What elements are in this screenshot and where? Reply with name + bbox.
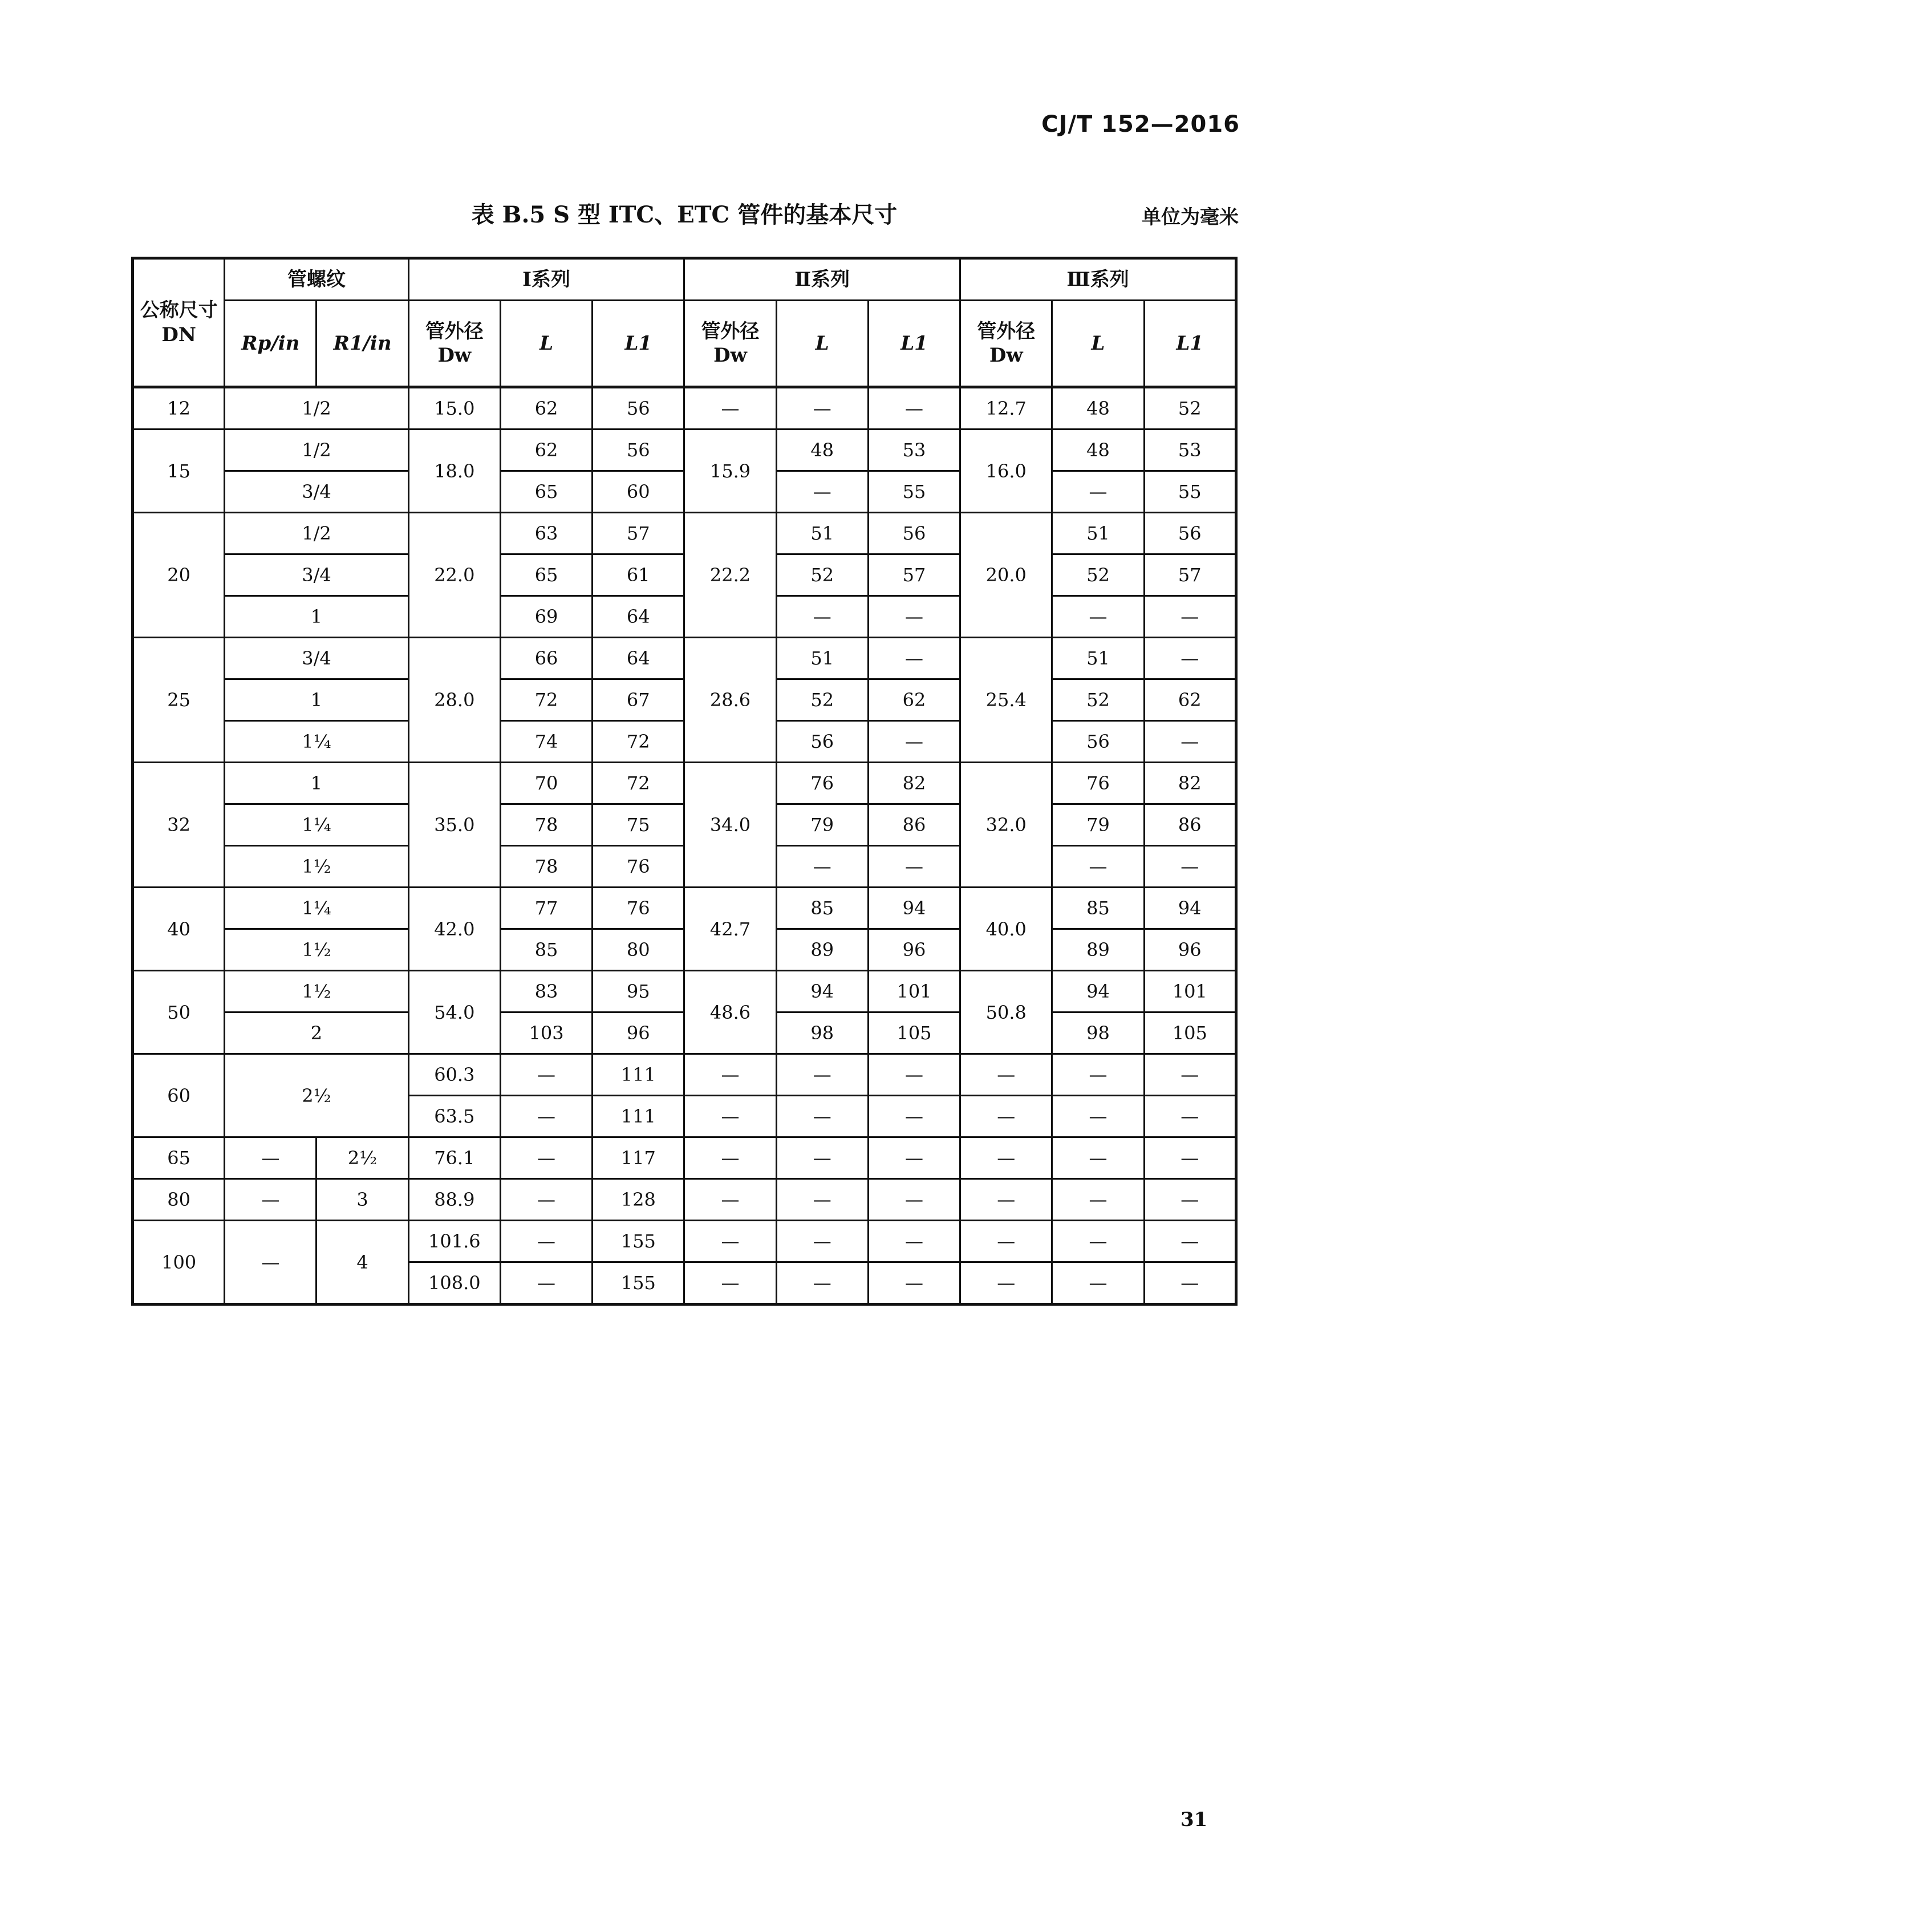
- thread-cell: 1½: [225, 846, 408, 888]
- thread-cell: 1: [225, 679, 408, 721]
- s1-od-cell: 76.1: [408, 1137, 500, 1179]
- s3-L-cell: 51: [1052, 513, 1144, 554]
- s3-L-cell: —: [1052, 1262, 1144, 1305]
- s3-L1-cell: —: [1144, 1137, 1236, 1179]
- thread-cell: 1¼: [225, 721, 408, 763]
- s2-L1-cell: —: [868, 1054, 960, 1096]
- s3-L-cell: 52: [1052, 554, 1144, 596]
- s3-L1-cell: —: [1144, 1054, 1236, 1096]
- table-title: 表 B.5 S 型 ITC、ETC 管件的基本尺寸: [471, 201, 898, 228]
- header-nominal-size: 公称尺寸DN: [133, 258, 225, 387]
- s1-L1-cell: 64: [593, 638, 684, 679]
- s2-L1-cell: 62: [868, 679, 960, 721]
- rp-cell: —: [225, 1179, 317, 1221]
- table-row: [133, 1179, 1236, 1221]
- s1-od-cell: 108.0: [408, 1262, 500, 1305]
- s2-L-cell: 48: [776, 430, 868, 471]
- s3-od-cell: 12.7: [960, 387, 1052, 430]
- dn-cell: 12: [133, 387, 225, 430]
- header-s2-od: 管外径Dw: [684, 301, 776, 387]
- s1-L-cell: 78: [500, 804, 592, 846]
- header-series-1: Ⅰ系列: [408, 258, 684, 301]
- s2-L-cell: 85: [776, 888, 868, 929]
- s2-od-cell: 28.6: [684, 638, 776, 763]
- s1-L-cell: 65: [500, 554, 592, 596]
- s2-L-cell: —: [776, 1054, 868, 1096]
- s1-L-cell: 69: [500, 596, 592, 638]
- s2-L1-cell: 57: [868, 554, 960, 596]
- header-s3-od: 管外径Dw: [960, 301, 1052, 387]
- s3-L1-cell: —: [1144, 1096, 1236, 1137]
- s3-L1-cell: 105: [1144, 1012, 1236, 1054]
- s2-od-cell: —: [684, 1179, 776, 1221]
- header-s1-L1: L1: [593, 301, 684, 387]
- s1-L1-cell: 56: [593, 430, 684, 471]
- table-row: [133, 513, 1236, 554]
- s2-L-cell: —: [776, 1262, 868, 1305]
- s1-L-cell: 63: [500, 513, 592, 554]
- s3-od-cell: —: [960, 1262, 1052, 1305]
- unit-note: 单位为毫米: [1142, 206, 1239, 229]
- header-s3-L1: L1: [1144, 301, 1236, 387]
- s3-od-cell: 20.0: [960, 513, 1052, 638]
- dn-cell: 65: [133, 1137, 225, 1179]
- s2-od-cell: —: [684, 1262, 776, 1305]
- thread-cell: 1¼: [225, 804, 408, 846]
- s3-L1-cell: 52: [1144, 387, 1236, 430]
- s1-L1-cell: 56: [593, 387, 684, 430]
- s1-L-cell: 62: [500, 430, 592, 471]
- s1-od-cell: 60.3: [408, 1054, 500, 1096]
- s3-L-cell: 56: [1052, 721, 1144, 763]
- header-series-2: Ⅱ系列: [684, 258, 960, 301]
- s3-L-cell: —: [1052, 846, 1144, 888]
- s1-L1-cell: 95: [593, 971, 684, 1012]
- r1-cell: 4: [317, 1221, 408, 1305]
- s1-L1-cell: 96: [593, 1012, 684, 1054]
- s3-L-cell: 48: [1052, 387, 1144, 430]
- s2-L1-cell: 56: [868, 513, 960, 554]
- s3-L1-cell: 56: [1144, 513, 1236, 554]
- standard-number: CJ/T 152—2016: [1041, 111, 1240, 137]
- s2-L1-cell: 96: [868, 929, 960, 971]
- s1-L1-cell: 80: [593, 929, 684, 971]
- s2-L1-cell: 53: [868, 430, 960, 471]
- s1-L-cell: —: [500, 1179, 592, 1221]
- s3-L1-cell: —: [1144, 1262, 1236, 1305]
- header-r1: R1/in: [317, 301, 408, 387]
- s3-L-cell: 89: [1052, 929, 1144, 971]
- s1-L-cell: —: [500, 1137, 592, 1179]
- s2-L-cell: —: [776, 1179, 868, 1221]
- s3-L1-cell: —: [1144, 1221, 1236, 1262]
- table-row: [133, 1054, 1236, 1096]
- s2-od-cell: —: [684, 1054, 776, 1096]
- s3-L-cell: 52: [1052, 679, 1144, 721]
- s2-L-cell: 89: [776, 929, 868, 971]
- s1-L-cell: —: [500, 1096, 592, 1137]
- s2-L1-cell: 94: [868, 888, 960, 929]
- s2-L-cell: 56: [776, 721, 868, 763]
- dn-cell: 50: [133, 971, 225, 1054]
- s2-L1-cell: —: [868, 1096, 960, 1137]
- table-row: [133, 638, 1236, 679]
- s3-od-cell: —: [960, 1137, 1052, 1179]
- dn-cell: 80: [133, 1179, 225, 1221]
- s2-L1-cell: —: [868, 638, 960, 679]
- table-row: [133, 763, 1236, 804]
- s2-L1-cell: —: [868, 387, 960, 430]
- s1-L-cell: —: [500, 1262, 592, 1305]
- page-number: 31: [1180, 1808, 1208, 1831]
- s3-L-cell: —: [1052, 1096, 1144, 1137]
- dn-cell: 25: [133, 638, 225, 763]
- s2-L1-cell: —: [868, 596, 960, 638]
- header-pipe-thread: 管螺纹: [225, 258, 408, 301]
- s1-L1-cell: 61: [593, 554, 684, 596]
- s3-L-cell: —: [1052, 1221, 1144, 1262]
- s1-od-cell: 18.0: [408, 430, 500, 513]
- s1-od-cell: 101.6: [408, 1221, 500, 1262]
- header-s2-L: L: [776, 301, 868, 387]
- s3-od-cell: 32.0: [960, 763, 1052, 888]
- s1-L1-cell: 72: [593, 721, 684, 763]
- s1-L-cell: —: [500, 1221, 592, 1262]
- thread-cell: 2½: [225, 1054, 408, 1137]
- s2-L1-cell: —: [868, 1137, 960, 1179]
- table-row: [133, 1221, 1236, 1262]
- s3-od-cell: 40.0: [960, 888, 1052, 971]
- s3-L1-cell: 94: [1144, 888, 1236, 929]
- s1-L-cell: 85: [500, 929, 592, 971]
- s3-L1-cell: 96: [1144, 929, 1236, 971]
- r1-cell: 2½: [317, 1137, 408, 1179]
- dn-cell: 20: [133, 513, 225, 638]
- s3-L-cell: —: [1052, 1179, 1144, 1221]
- s1-L-cell: 103: [500, 1012, 592, 1054]
- table-row: [133, 430, 1236, 471]
- s1-L-cell: 65: [500, 471, 592, 513]
- s3-od-cell: —: [960, 1221, 1052, 1262]
- s3-L-cell: —: [1052, 1054, 1144, 1096]
- s2-L-cell: —: [776, 1137, 868, 1179]
- r1-cell: 3: [317, 1179, 408, 1221]
- thread-cell: 2: [225, 1012, 408, 1054]
- s2-od-cell: 48.6: [684, 971, 776, 1054]
- s2-L-cell: —: [776, 1096, 868, 1137]
- header-s3-L: L: [1052, 301, 1144, 387]
- table-row: [133, 888, 1236, 929]
- s1-L1-cell: 67: [593, 679, 684, 721]
- s2-od-cell: —: [684, 1096, 776, 1137]
- s2-od-cell: —: [684, 1137, 776, 1179]
- s3-L1-cell: —: [1144, 1179, 1236, 1221]
- s3-L1-cell: 86: [1144, 804, 1236, 846]
- s2-od-cell: —: [684, 387, 776, 430]
- s1-L1-cell: 111: [593, 1054, 684, 1096]
- s2-L-cell: 52: [776, 554, 868, 596]
- s1-L1-cell: 155: [593, 1262, 684, 1305]
- s2-od-cell: —: [684, 1221, 776, 1262]
- s3-L1-cell: —: [1144, 638, 1236, 679]
- s1-L-cell: 78: [500, 846, 592, 888]
- s2-L1-cell: 86: [868, 804, 960, 846]
- s2-od-cell: 15.9: [684, 430, 776, 513]
- s1-L-cell: 83: [500, 971, 592, 1012]
- s2-L1-cell: —: [868, 1179, 960, 1221]
- thread-cell: 3/4: [225, 638, 408, 679]
- header-s1-L: L: [500, 301, 592, 387]
- dimension-table: [131, 257, 1238, 1306]
- thread-cell: 1/2: [225, 387, 408, 430]
- header-s1-od: 管外径Dw: [408, 301, 500, 387]
- header-series-3: Ⅲ系列: [960, 258, 1236, 301]
- s1-L1-cell: 128: [593, 1179, 684, 1221]
- s1-L-cell: 77: [500, 888, 592, 929]
- s3-L1-cell: 62: [1144, 679, 1236, 721]
- s2-L1-cell: 105: [868, 1012, 960, 1054]
- s1-L-cell: —: [500, 1054, 592, 1096]
- s2-L-cell: 51: [776, 638, 868, 679]
- s2-L-cell: 98: [776, 1012, 868, 1054]
- s2-L-cell: —: [776, 1221, 868, 1262]
- s2-L1-cell: —: [868, 721, 960, 763]
- dn-cell: 15: [133, 430, 225, 513]
- thread-cell: 1½: [225, 971, 408, 1012]
- s2-L1-cell: —: [868, 1221, 960, 1262]
- s1-L-cell: 72: [500, 679, 592, 721]
- s3-od-cell: 50.8: [960, 971, 1052, 1054]
- thread-cell: 1: [225, 763, 408, 804]
- s3-od-cell: —: [960, 1096, 1052, 1137]
- s1-L1-cell: 60: [593, 471, 684, 513]
- s3-L-cell: —: [1052, 596, 1144, 638]
- s1-L1-cell: 72: [593, 763, 684, 804]
- s3-od-cell: 25.4: [960, 638, 1052, 763]
- s3-od-cell: —: [960, 1054, 1052, 1096]
- s1-L1-cell: 111: [593, 1096, 684, 1137]
- thread-cell: 1¼: [225, 888, 408, 929]
- s1-L1-cell: 57: [593, 513, 684, 554]
- s1-od-cell: 88.9: [408, 1179, 500, 1221]
- s3-L1-cell: 82: [1144, 763, 1236, 804]
- s3-L1-cell: 55: [1144, 471, 1236, 513]
- s1-L1-cell: 75: [593, 804, 684, 846]
- s3-L-cell: 85: [1052, 888, 1144, 929]
- thread-cell: 1/2: [225, 513, 408, 554]
- s2-L-cell: 51: [776, 513, 868, 554]
- s2-od-cell: 34.0: [684, 763, 776, 888]
- s1-L1-cell: 76: [593, 846, 684, 888]
- dn-cell: 32: [133, 763, 225, 888]
- s3-L1-cell: —: [1144, 846, 1236, 888]
- thread-cell: 3/4: [225, 471, 408, 513]
- table-row: [133, 1137, 1236, 1179]
- s2-L1-cell: —: [868, 846, 960, 888]
- s3-L-cell: 98: [1052, 1012, 1144, 1054]
- s2-L-cell: 52: [776, 679, 868, 721]
- s2-L-cell: 76: [776, 763, 868, 804]
- s3-L-cell: 48: [1052, 430, 1144, 471]
- s1-od-cell: 54.0: [408, 971, 500, 1054]
- s3-L-cell: 79: [1052, 804, 1144, 846]
- s3-L-cell: 76: [1052, 763, 1144, 804]
- rp-cell: —: [225, 1221, 317, 1305]
- s2-L1-cell: 101: [868, 971, 960, 1012]
- s1-L1-cell: 117: [593, 1137, 684, 1179]
- s3-L-cell: 94: [1052, 971, 1144, 1012]
- s2-od-cell: 42.7: [684, 888, 776, 971]
- rp-cell: —: [225, 1137, 317, 1179]
- s3-L-cell: —: [1052, 1137, 1144, 1179]
- s1-L1-cell: 64: [593, 596, 684, 638]
- table-row: [133, 387, 1236, 430]
- s2-L1-cell: 82: [868, 763, 960, 804]
- s2-L1-cell: 55: [868, 471, 960, 513]
- header-s2-L1: L1: [868, 301, 960, 387]
- s2-L-cell: 94: [776, 971, 868, 1012]
- s1-L1-cell: 155: [593, 1221, 684, 1262]
- s3-L1-cell: —: [1144, 596, 1236, 638]
- dn-cell: 40: [133, 888, 225, 971]
- s1-od-cell: 15.0: [408, 387, 500, 430]
- dn-cell: 100: [133, 1221, 225, 1305]
- s2-L-cell: —: [776, 471, 868, 513]
- s2-od-cell: 22.2: [684, 513, 776, 638]
- s3-L1-cell: 57: [1144, 554, 1236, 596]
- s1-L1-cell: 76: [593, 888, 684, 929]
- header-rp: Rp/in: [225, 301, 317, 387]
- s2-L-cell: —: [776, 846, 868, 888]
- thread-cell: 3/4: [225, 554, 408, 596]
- s1-od-cell: 35.0: [408, 763, 500, 888]
- s1-L-cell: 62: [500, 387, 592, 430]
- s2-L1-cell: —: [868, 1262, 960, 1305]
- s3-od-cell: —: [960, 1179, 1052, 1221]
- dn-cell: 60: [133, 1054, 225, 1137]
- s3-L1-cell: 53: [1144, 430, 1236, 471]
- s1-L-cell: 70: [500, 763, 592, 804]
- header-row-1: [133, 258, 1236, 301]
- s3-L-cell: —: [1052, 471, 1144, 513]
- s1-od-cell: 28.0: [408, 638, 500, 763]
- s2-L-cell: —: [776, 387, 868, 430]
- s1-od-cell: 42.0: [408, 888, 500, 971]
- s1-od-cell: 63.5: [408, 1096, 500, 1137]
- s3-L1-cell: 101: [1144, 971, 1236, 1012]
- s3-L-cell: 51: [1052, 638, 1144, 679]
- s2-L-cell: —: [776, 596, 868, 638]
- header-row-2: [133, 301, 1236, 387]
- thread-cell: 1: [225, 596, 408, 638]
- s2-L-cell: 79: [776, 804, 868, 846]
- s1-od-cell: 22.0: [408, 513, 500, 638]
- s1-L-cell: 66: [500, 638, 592, 679]
- s3-L1-cell: —: [1144, 721, 1236, 763]
- s1-L-cell: 74: [500, 721, 592, 763]
- thread-cell: 1/2: [225, 430, 408, 471]
- table-row: [133, 971, 1236, 1012]
- s3-od-cell: 16.0: [960, 430, 1052, 513]
- thread-cell: 1½: [225, 929, 408, 971]
